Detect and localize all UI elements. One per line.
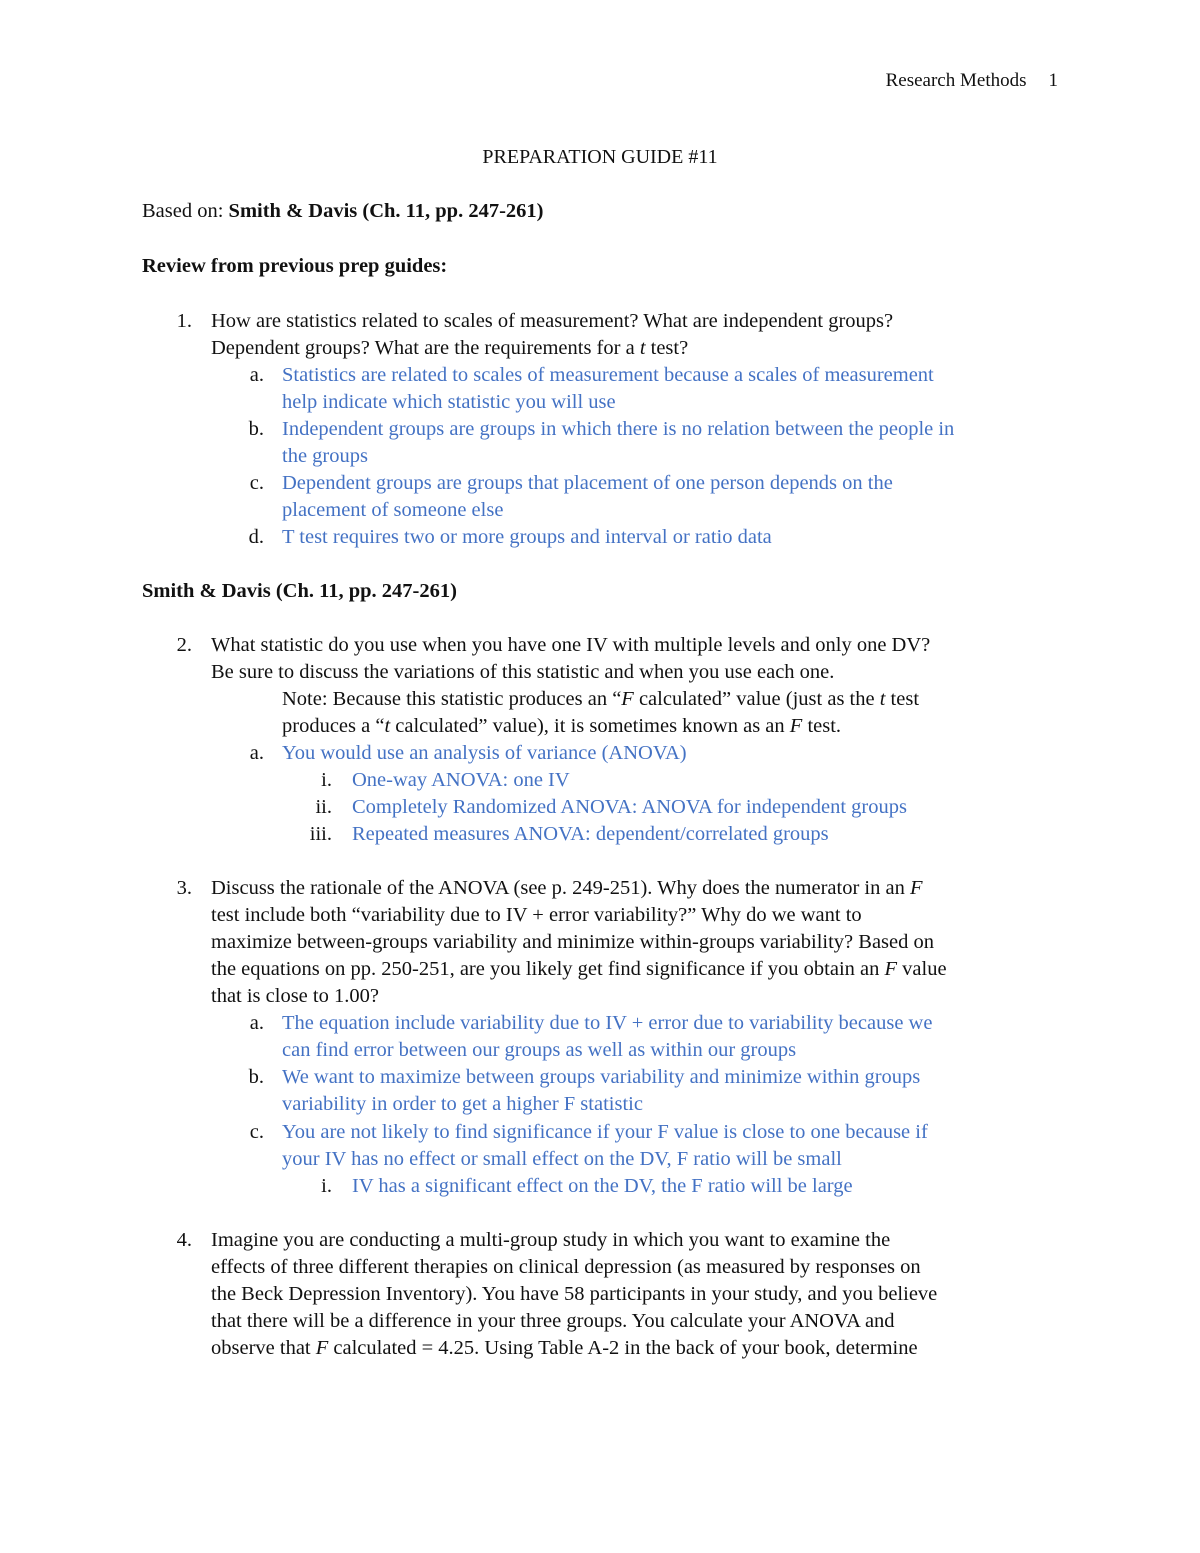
answer-1c-line-2: placement of someone else — [282, 499, 504, 521]
answer-2a-marker: a. — [249, 742, 264, 764]
question-2-line-1: What statistic do you use when you have one IV with multiple levels and only one DV? — [211, 634, 931, 656]
based-on-line — [142, 198, 543, 225]
question-2-number: 2. — [176, 634, 192, 656]
answer-2a-text: You would use an analysis of variance (ANOVA) — [282, 742, 687, 764]
question-3-line-1: Discuss the rationale of the ANOVA (see p. 249-251). Why does the numerator in an F — [211, 877, 923, 899]
question-1-number: 1. — [176, 310, 192, 332]
question-3-number: 3. — [176, 877, 192, 899]
answer-1a-marker: a. — [249, 364, 264, 386]
page-title: PREPARATION GUIDE #11 — [482, 146, 718, 168]
question-1-line-2: Dependent groups? What are the requirements for a t test? — [211, 337, 689, 359]
answer-3a-line-2: can find error between our groups as well as within our groups — [282, 1039, 797, 1061]
answer-3c-line-1: You are not likely to find significance if your F value is close to one because if — [282, 1121, 928, 1143]
question-1-line-1: How are statistics related to scales of measurement? What are independent groups? — [211, 310, 894, 332]
answer-3b-line-1: We want to maximize between groups variability and minimize within groups — [282, 1066, 921, 1088]
answer-2a-i-marker: i. — [321, 769, 332, 791]
answer-3b-line-2: variability in order to get a higher F statistic — [282, 1093, 643, 1115]
answer-1d-marker: d. — [248, 526, 264, 548]
based-on-source: Smith & Davis (Ch. 11, pp. 247-261) — [228, 200, 544, 222]
question-2-note-line-1: Note: Because this statistic produces an “F calculated” value (just as the t test — [282, 688, 920, 710]
section-heading: Smith & Davis (Ch. 11, pp. 247-261) — [142, 580, 457, 602]
question-2-line-2: Be sure to discuss the variations of this statistic and when you use each one. — [211, 661, 835, 683]
question-4-number: 4. — [176, 1229, 192, 1251]
question-3-line-4: the equations on pp. 250-251, are you likely get find significance if you obtain an F value — [211, 958, 947, 980]
answer-1b-line-2: the groups — [282, 445, 368, 467]
answer-1c-line-1: Dependent groups are groups that placement of one person depends on the — [282, 472, 893, 494]
answer-3a-line-1: The equation include variability due to IV + error due to variability because we — [282, 1012, 933, 1034]
answer-1b-marker: b. — [248, 418, 264, 440]
answer-2a-iii-marker: iii. — [309, 823, 332, 845]
question-4-line-1: Imagine you are conducting a multi-group study in which you want to examine the — [211, 1229, 891, 1251]
answer-3a-marker: a. — [249, 1012, 264, 1034]
answer-1a-line-1: Statistics are related to scales of measurement because a scales of measurement — [282, 364, 934, 386]
answer-3c-i-marker: i. — [321, 1175, 332, 1197]
question-3-line-2: test include both “variability due to IV + error variability?” Why do we want to — [211, 904, 862, 926]
question-4-line-2: effects of three different therapies on clinical depression (as measured by responses on — [211, 1256, 921, 1278]
question-3-line-3: maximize between-groups variability and minimize within-groups variability? Based on — [211, 931, 935, 953]
answer-3c-i-text: IV has a significant effect on the DV, the F ratio will be large — [352, 1175, 853, 1197]
question-3-line-5: that is close to 1.00? — [211, 985, 379, 1007]
answer-2a-iii-text: Repeated measures ANOVA: dependent/correlated groups — [352, 823, 829, 845]
question-4-line-5: observe that F calculated = 4.25. Using Table A-2 in the back of your book, determine — [211, 1337, 918, 1359]
answer-1a-line-2: help indicate which statistic you will use — [282, 391, 616, 413]
answer-1b-line-1: Independent groups are groups in which there is no relation between the people in — [282, 418, 955, 440]
answer-3c-marker: c. — [249, 1121, 264, 1143]
answer-2a-i-text: One-way ANOVA: one IV — [352, 769, 570, 791]
question-4-line-4: that there will be a difference in your three groups. You calculate your ANOVA and — [211, 1310, 895, 1332]
answer-3c-line-2: your IV has no effect or small effect on the DV, F ratio will be small — [282, 1148, 842, 1170]
running-head-title: Research Methods — [885, 70, 1027, 91]
based-on-label: Based on: — [142, 200, 229, 222]
page-number: 1 — [1048, 70, 1058, 91]
answer-2a-ii-marker: ii. — [315, 796, 332, 818]
answer-2a-ii-text: Completely Randomized ANOVA: ANOVA for independent groups — [352, 796, 907, 818]
question-2-note-line-2: produces a “t calculated” value), it is sometimes known as an F test. — [282, 715, 842, 737]
review-heading: Review from previous prep guides: — [142, 255, 448, 277]
answer-1c-marker: c. — [249, 472, 264, 494]
running-header — [886, 70, 1058, 92]
answer-3b-marker: b. — [248, 1066, 264, 1088]
answer-1d-line-1: T test requires two or more groups and interval or ratio data — [282, 526, 772, 548]
question-4-line-3: the Beck Depression Inventory). You have 58 participants in your study, and you believe — [211, 1283, 938, 1305]
